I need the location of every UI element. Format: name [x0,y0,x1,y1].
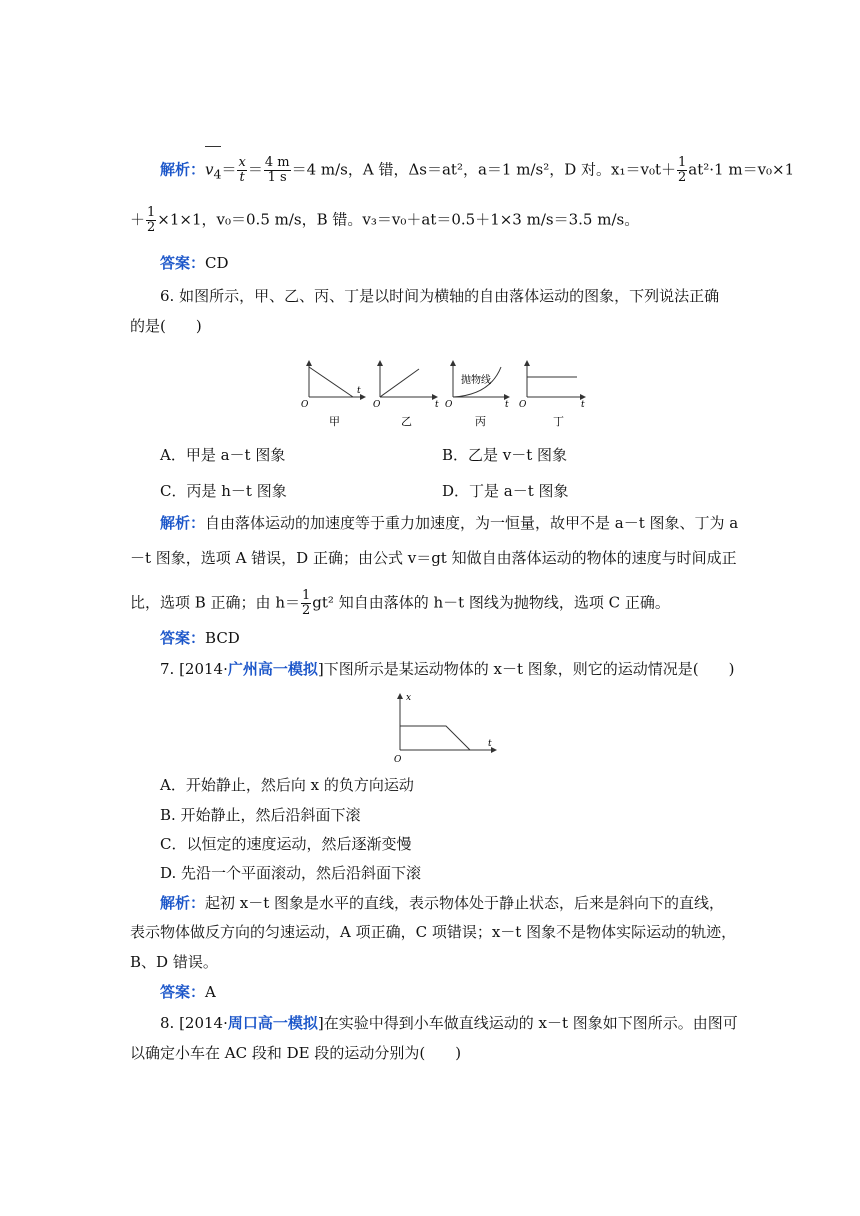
x-t-curve [400,726,470,750]
label-jia: 甲 [329,415,340,428]
subscript-4: 4 [213,166,222,182]
q5-analysis-line2 [130,206,639,235]
svg-text:t: t [505,400,509,410]
parabola-label: 抛物线 [461,375,491,386]
q8-stem-line1 [160,1012,738,1034]
q5-analysis-line1 [160,156,794,186]
svg-text:t: t [435,400,439,410]
q6-option-c: C．丙是 h－t 图象 [160,482,287,500]
answer-label: 答案： [160,629,206,647]
svg-text:t: t [357,386,361,396]
q6-option-b: B．乙是 v－t 图象 [442,446,568,464]
origin-label: O [394,755,402,765]
q6-analysis-line3 [130,589,670,618]
q7-analysis-line1 [160,892,724,914]
answer-value: CD [205,254,229,272]
x-axis-label: x [406,693,412,703]
q7-stem-text: ]下图所示是某运动物体的 x－t 图象，则它的运动情况是( ) [317,660,735,678]
q5-answer [160,252,229,274]
q7-option-c: C．以恒定的速度运动，然后逐渐变慢 [160,835,412,853]
analysis-label: 解析： [160,160,206,179]
q6-graphs [295,355,595,435]
mean-bar [205,146,221,147]
analysis-label: 解析： [160,894,206,912]
q6-option-a: A．甲是 a－t 图象 [160,446,286,464]
q8-source: 周口高一模拟 [227,1014,318,1032]
fraction-x-t: $\frac{x}{t}$ [238,155,246,185]
q6-analysis-text3b: gt² 知自由落体的 h－t 图线为抛物线，选项 C 正确。 [312,593,670,612]
label-yi: 乙 [401,415,412,428]
q6-analysis-text1: 自由落体运动的加速度等于重力加速度，为一恒量，故甲不是 a－t 图象、丁为 a [205,514,739,532]
svg-text:O: O [445,400,453,410]
q6-analysis-line2: －t 图象，选项 A 错误，D 正确；由公式 v＝gt 知做自由落体运动的物体的速度与时间成正 [130,549,737,567]
q6-stem-line1: 6. 如图所示，甲、乙、丙、丁是以时间为横轴的自由落体运动的图象，下列说法正确 [160,287,720,305]
svg-text:t: t [581,400,585,410]
answer-value: BCD [205,629,240,647]
label-bing: 丙 [475,415,486,428]
graph-bing [445,361,509,428]
q8-stem-text1: ]在实验中得到小车做直线运动的 x－t 图象如下图所示。由图可 [317,1014,738,1032]
q7-stem [160,658,734,680]
graph-jia [301,361,365,428]
q7-option-a: A．开始静止，然后向 x 的负方向运动 [160,776,414,794]
q7-analysis-line3: B、D 错误。 [130,953,218,971]
fraction-half: $\frac{1}{2}$ [678,155,687,185]
q7-option-b: B. 开始静止，然后沿斜面下滚 [160,806,361,824]
answer-label: 答案： [160,254,206,272]
q7-graph [390,690,500,766]
q7-analysis-line2: 表示物体做反方向的匀速运动，A 项正确，C 项错误；x－t 图象不是物体实际运动的轨迹， [130,923,737,941]
fraction-half-3: $\frac{1}{2}$ [302,588,311,618]
svg-text:O: O [519,400,527,410]
answer-label: 答案： [160,983,206,1001]
v-symbol: v [205,160,214,179]
fraction-4m-1s: $\frac{4 m}{1 s}$ [264,155,290,185]
q8-stem-line2: 以确定小车在 AC 段和 DE 段的运动分别为( ) [130,1044,462,1062]
q5-line2-text: ×1×1，v₀＝0.5 m/s，B 错。v₃＝v₀＋at＝0.5＋1×3 m/s＝3.5 m/s。 [157,210,640,229]
q7-option-d: D. 先沿一个平面滚动，然后沿斜面下滚 [160,864,422,882]
plus: ＋ [130,210,146,229]
equals: ＝ [221,160,237,179]
q7-analysis-text1: 起初 x－t 图象是水平的直线，表示物体处于静止状态，后来是斜向下的直线， [205,894,725,912]
q7-number: 7. [2014· [160,660,228,678]
analysis-label: 解析： [160,514,206,532]
q8-number: 8. [2014· [160,1014,228,1032]
label-ding: 丁 [553,415,564,428]
fraction-half-2: $\frac{1}{2}$ [147,205,156,235]
graph-yi [373,361,439,428]
equals-2: ＝ [247,160,263,179]
q6-stem-line2: 的是( ) [130,317,202,335]
q7-source: 广州高一模拟 [227,660,318,678]
svg-text:O: O [301,400,309,410]
answer-value: A [205,983,216,1001]
q6-option-d: D．丁是 a－t 图象 [442,482,569,500]
svg-text:O: O [373,400,381,410]
q7-answer [160,981,216,1003]
q6-analysis-text3a: 比，选项 B 正确；由 h＝ [130,593,300,612]
q5-line1-text: ＝4 m/s，A 错，Δs＝at²，a＝1 m/s²，D 对。x₁＝v₀t＋ [291,160,676,179]
graph-ding [519,361,585,428]
q5-line1-tail: at²·1 m＝v₀×1 [688,160,795,179]
t-axis-label: t [488,739,492,749]
q6-answer [160,627,240,649]
q6-analysis-line1 [160,512,738,534]
